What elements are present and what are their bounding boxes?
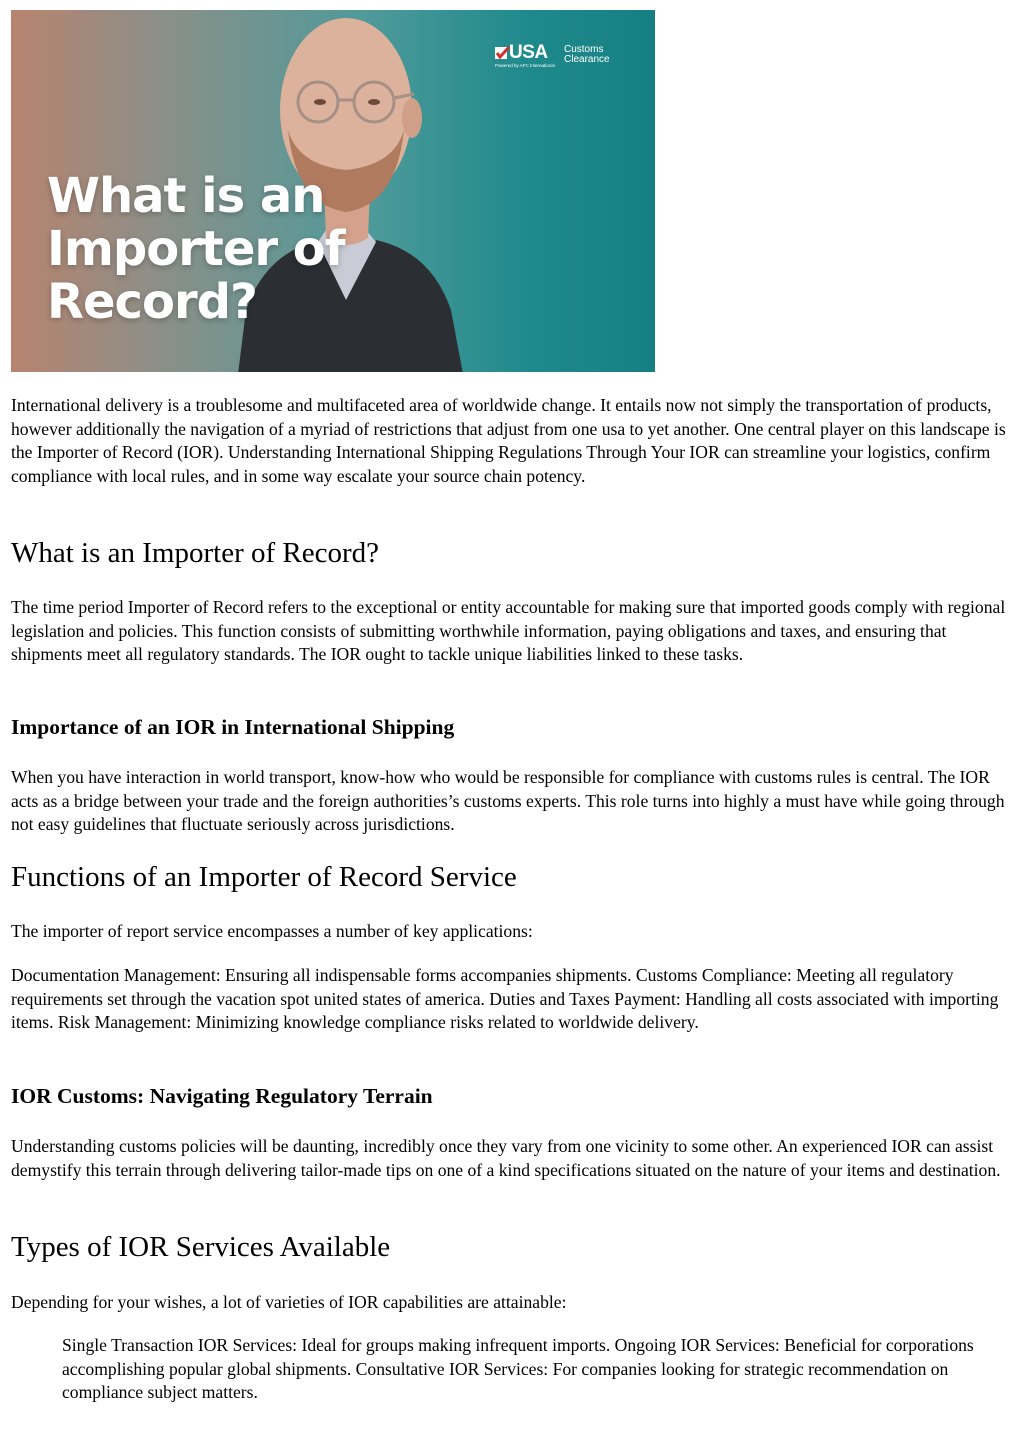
paragraph-functions-intro: The importer of report service encompasses a number of key applications: bbox=[11, 921, 533, 941]
paragraph-types-intro: Depending for your wishes, a lot of varieties of IOR capabilities are attainable: bbox=[11, 1292, 567, 1312]
logo-line-1: Customs bbox=[564, 44, 604, 55]
heading-functions: Functions of an Importer of Record Service bbox=[11, 861, 517, 893]
logo-customs-text bbox=[564, 45, 610, 65]
logo-tagline: Powered by AFC International bbox=[495, 63, 555, 68]
heading-importance: Importance of an IOR in International Shipping bbox=[11, 715, 455, 739]
article-page bbox=[11, 10, 1009, 1402]
logo-line-2: Clearance bbox=[564, 54, 610, 65]
hero-title-line-2: Importer of bbox=[47, 221, 345, 277]
paragraph-what-is-ior: The time period Importer of Record refers to the exceptional or entity accountable for making sure that imported goods comply with regional legislation and policies. This function consists of submitting worthwhile information, paying obligations and taxes, and ensuring that shipments meet all regulatory standards. The IOR ought to tackle unique liabilities linked to these tasks. bbox=[11, 597, 1006, 664]
paragraph-types-list: Single Transaction IOR Services: Ideal for groups making infrequent imports. Ongoing IOR Services: Beneficial for corporations accomplishing popular global shipments. Consultative IOR Services: For companies looking for strategic recommendation on compliance subject matters. bbox=[62, 1335, 974, 1402]
intro-paragraph: International delivery is a troublesome and multifaceted area of worldwide change. It entails now not simply the transportation of products, however additionally the navigation of a myriad of restrictions that adjust from one usa to yet another. One central player on this landscape is the Importer of Record (IOR). Understanding International Shipping Regulations Through Your IOR can streamline your logistics, confirm compliance with local rules, and in some way escalate your source chain potency. bbox=[11, 395, 1006, 486]
paragraph-importance: When you have interaction in world transport, know-how who would be responsible for compliance with customs rules is central. The IOR acts as a bridge between your trade and the foreign authorities’s customs experts. This role turns into highly a must have while going through not easy guidelines that fluctuate seriously across jurisdictions. bbox=[11, 767, 1005, 834]
paragraph-functions-list: Documentation Management: Ensuring all indispensable forms accompanies shipments. Customs Compliance: Meeting all regulatory requirements set through the vacation spot united states of america. Duties and Taxes Payment: Handling all costs associated with importing items. Risk Management: Minimizing knowledge compliance risks related to worldwide delivery. bbox=[11, 965, 999, 1032]
hero-image bbox=[11, 10, 655, 372]
heading-what-is-ior: What is an Importer of Record? bbox=[11, 537, 379, 569]
hero-title bbox=[47, 170, 345, 329]
brand-logo bbox=[495, 44, 625, 72]
heading-types: Types of IOR Services Available bbox=[11, 1231, 391, 1263]
logo-brand-text: USA bbox=[509, 42, 548, 63]
paragraph-ior-customs: Understanding customs policies will be daunting, incredibly once they vary from one vicinity to some other. An experienced IOR can assist demystify this terrain through delivering tailor-made tips on one of a kind specifications situated on the nature of your items and destination. bbox=[11, 1136, 1001, 1180]
hero-title-line-3: Record? bbox=[47, 274, 257, 330]
heading-ior-customs: IOR Customs: Navigating Regulatory Terrain bbox=[11, 1084, 433, 1108]
hero-title-line-1: What is an bbox=[47, 168, 325, 224]
